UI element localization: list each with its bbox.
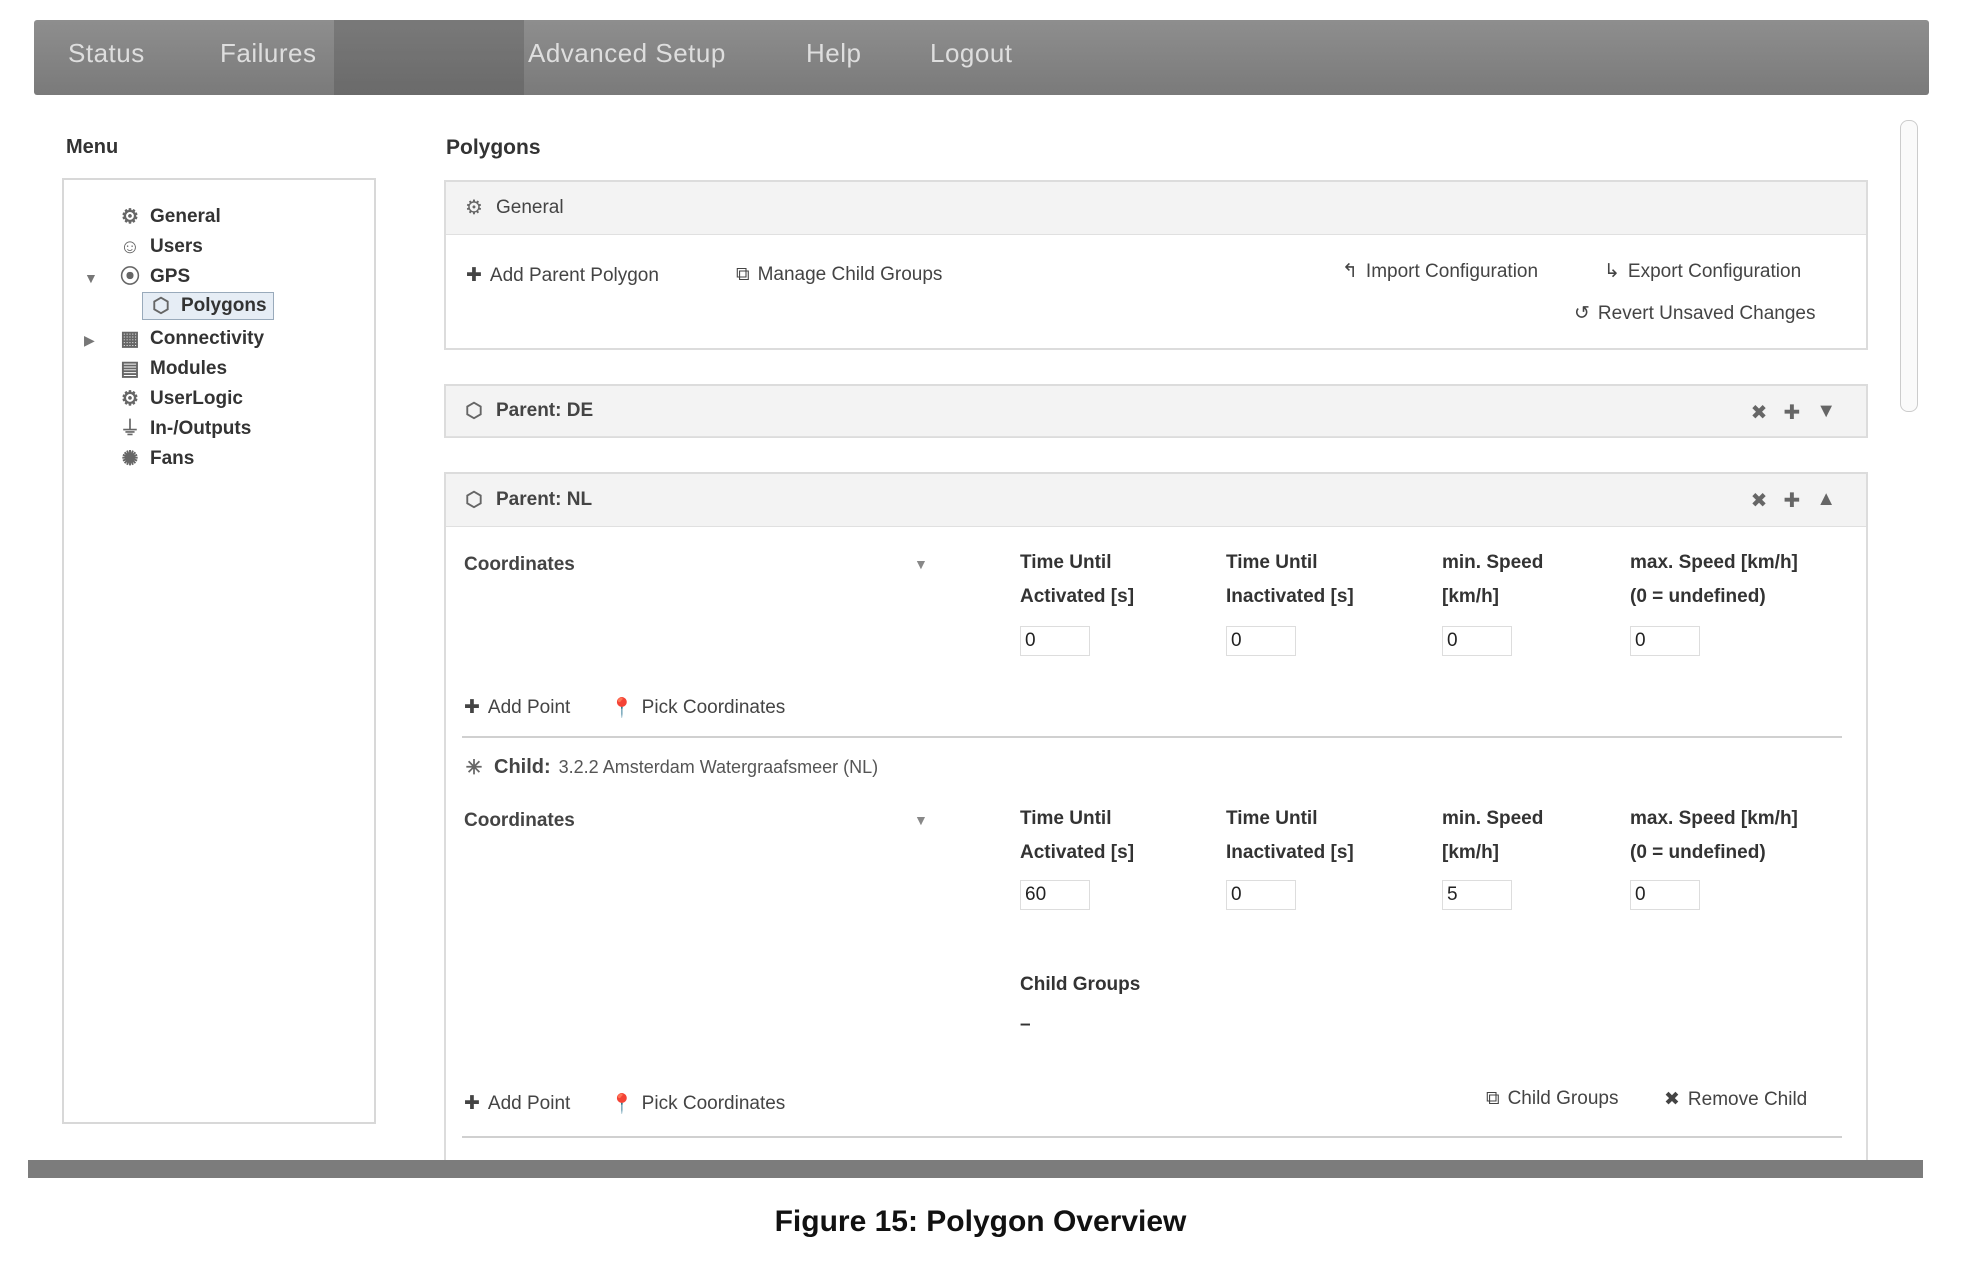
label-line: Time Until bbox=[1226, 552, 1318, 573]
export-configuration-button[interactable] bbox=[1604, 260, 1801, 283]
sidebar-item-gps[interactable] bbox=[118, 266, 190, 288]
expand-icon[interactable]: ▼ bbox=[1816, 400, 1836, 422]
sidebar-item-fans[interactable] bbox=[118, 448, 194, 470]
activated-label bbox=[1020, 546, 1134, 614]
menu-title: Menu bbox=[66, 136, 119, 158]
time-until-activated-input[interactable] bbox=[1020, 626, 1090, 656]
button-label: Manage Child Groups bbox=[757, 264, 943, 285]
parent-nl-header[interactable] bbox=[446, 474, 1866, 527]
label-line: (0 = undefined) bbox=[1630, 842, 1766, 863]
label-line: Time Until bbox=[1226, 808, 1318, 829]
revert-unsaved-changes-button[interactable] bbox=[1574, 302, 1816, 325]
label-line: (0 = undefined) bbox=[1630, 586, 1766, 607]
sidebar-item-label: General bbox=[150, 206, 221, 227]
map-pin-icon: 📍 bbox=[610, 698, 634, 719]
sidebar-item-label: Connectivity bbox=[150, 328, 265, 349]
child-groups-icon: ⧉ bbox=[736, 264, 750, 285]
export-icon: ↳ bbox=[1604, 261, 1620, 282]
plus-icon: ✚ bbox=[464, 1093, 480, 1114]
connectivity-icon: ▦ bbox=[120, 328, 140, 350]
sidebar-tree bbox=[62, 178, 376, 1124]
label-line: Inactivated [s] bbox=[1226, 586, 1354, 607]
nav-logout[interactable]: Logout bbox=[930, 38, 1013, 68]
sidebar-item-label: Fans bbox=[150, 448, 195, 469]
fan-icon: ✺ bbox=[121, 448, 139, 470]
button-label: Add Parent Polygon bbox=[489, 264, 659, 286]
child-groups-label: Child Groups bbox=[1020, 974, 1141, 995]
sidebar-item-polygons[interactable] bbox=[142, 292, 274, 320]
button-label: Add Point bbox=[487, 696, 571, 718]
sort-icon[interactable]: ▼ bbox=[914, 556, 928, 572]
sidebar-item-userlogic[interactable] bbox=[118, 388, 243, 410]
manage-child-groups-button[interactable] bbox=[736, 264, 942, 286]
child-title[interactable] bbox=[462, 756, 878, 779]
figure-caption: Figure 15: Polygon Overview bbox=[774, 1205, 1187, 1238]
import-icon: ↰ bbox=[1342, 261, 1358, 282]
button-label: Export Configuration bbox=[1627, 260, 1802, 282]
sidebar-item-inoutputs[interactable] bbox=[118, 418, 251, 440]
general-panel-header[interactable] bbox=[446, 182, 1866, 235]
gear-icon: ⚙ bbox=[465, 197, 483, 219]
parent-nl-panel bbox=[444, 472, 1868, 1162]
add-icon[interactable]: ✚ bbox=[1783, 402, 1801, 424]
nav-help[interactable]: Help bbox=[806, 38, 862, 68]
sidebar-item-general[interactable] bbox=[118, 206, 221, 228]
child-activated-label bbox=[1020, 802, 1134, 870]
gps-icon: ⦿ bbox=[120, 266, 140, 288]
label-line: Time Until bbox=[1020, 808, 1112, 829]
top-nav-bar bbox=[34, 20, 1929, 95]
child-max-speed-label bbox=[1630, 802, 1798, 870]
section-divider bbox=[462, 1136, 1842, 1138]
child-name: 3.2.2 Amsterdam Watergraafsmeer (NL) bbox=[558, 757, 879, 777]
add-point-button[interactable] bbox=[464, 696, 570, 719]
inactivated-label bbox=[1226, 546, 1354, 614]
polygon-icon: ⬡ bbox=[152, 295, 170, 317]
label-line: Inactivated [s] bbox=[1226, 842, 1354, 863]
child-coordinates-header[interactable]: Coordinates bbox=[464, 810, 575, 831]
panel-header-label: Parent: NL bbox=[496, 489, 593, 510]
nav-status[interactable]: Status bbox=[68, 38, 145, 68]
child-time-until-inactivated-input[interactable] bbox=[1226, 880, 1296, 910]
general-panel bbox=[444, 180, 1868, 350]
sidebar-item-users[interactable] bbox=[118, 236, 203, 258]
sidebar-item-modules[interactable] bbox=[118, 358, 227, 380]
max-speed-input[interactable] bbox=[1630, 626, 1700, 656]
panel-header-label: Parent: DE bbox=[496, 400, 594, 421]
label-line: Time Until bbox=[1020, 552, 1112, 573]
nav-advanced-setup[interactable]: Advanced Setup bbox=[528, 38, 726, 68]
nav-failures[interactable]: Failures bbox=[220, 38, 317, 68]
parent-de-controls bbox=[1751, 400, 1836, 425]
parent-de-header[interactable] bbox=[446, 386, 1866, 437]
import-configuration-button[interactable] bbox=[1342, 260, 1538, 283]
button-label: Add Point bbox=[487, 1092, 571, 1114]
add-icon[interactable]: ✚ bbox=[1783, 490, 1801, 512]
panel-header-label: General bbox=[496, 197, 564, 218]
button-label: Revert Unsaved Changes bbox=[1597, 302, 1816, 324]
sidebar-item-label: In-/Outputs bbox=[150, 418, 252, 439]
remove-icon: ✖ bbox=[1664, 1089, 1680, 1110]
child-groups-button[interactable] bbox=[1486, 1088, 1618, 1110]
polygon-icon: ⬡ bbox=[465, 489, 483, 511]
sort-icon[interactable]: ▼ bbox=[914, 812, 928, 828]
userlogic-icon: ⚙ bbox=[121, 388, 139, 410]
label-line: Activated [s] bbox=[1020, 586, 1135, 607]
pick-coordinates-button[interactable] bbox=[610, 696, 785, 720]
child-max-speed-input[interactable] bbox=[1630, 880, 1700, 910]
button-label: Pick Coordinates bbox=[641, 697, 786, 718]
min-speed-input[interactable] bbox=[1442, 626, 1512, 656]
child-pick-coordinates-button[interactable] bbox=[610, 1092, 785, 1116]
sidebar-item-label: Modules bbox=[150, 358, 228, 379]
gear-icon: ⚙ bbox=[121, 206, 139, 228]
expand-caret-connectivity[interactable]: ▶ bbox=[84, 332, 95, 348]
sidebar-item-label: Polygons bbox=[181, 295, 267, 316]
label-line: max. Speed [km/h] bbox=[1630, 808, 1798, 829]
section-divider bbox=[462, 736, 1842, 738]
sidebar-item-label: UserLogic bbox=[150, 388, 243, 409]
users-icon: ☺ bbox=[119, 236, 141, 258]
remove-child-button[interactable] bbox=[1664, 1088, 1807, 1111]
parent-nl-controls bbox=[1751, 488, 1836, 513]
label-line: Activated [s] bbox=[1020, 842, 1135, 863]
coordinates-header[interactable]: Coordinates bbox=[464, 554, 575, 575]
collapse-icon[interactable]: ▲ bbox=[1816, 488, 1836, 510]
modules-icon: ▤ bbox=[120, 358, 140, 380]
expand-caret-gps[interactable]: ▼ bbox=[84, 270, 98, 286]
io-icon: ⏚ bbox=[120, 418, 140, 440]
plus-icon: ✚ bbox=[466, 265, 482, 286]
map-pin-icon: 📍 bbox=[610, 1094, 634, 1115]
nav-active-highlight bbox=[334, 20, 524, 95]
vertical-scrollbar[interactable] bbox=[1900, 120, 1918, 412]
child-groups-value: – bbox=[1020, 1014, 1031, 1035]
remove-icon[interactable]: ✖ bbox=[1750, 490, 1768, 512]
bottom-bar bbox=[28, 1160, 1923, 1178]
child-add-point-button[interactable] bbox=[464, 1092, 570, 1115]
button-label: Remove Child bbox=[1687, 1088, 1808, 1110]
child-polygon-icon: ✳ bbox=[465, 756, 483, 779]
parent-de-panel bbox=[444, 384, 1868, 438]
page-title: Polygons bbox=[446, 136, 541, 159]
polygon-icon: ⬡ bbox=[465, 400, 483, 422]
remove-icon[interactable]: ✖ bbox=[1750, 402, 1768, 424]
label-line: [km/h] bbox=[1442, 842, 1499, 863]
label-line: min. Speed bbox=[1442, 552, 1544, 573]
child-min-speed-label bbox=[1442, 802, 1543, 870]
plus-icon: ✚ bbox=[464, 697, 480, 718]
label-line: max. Speed [km/h] bbox=[1630, 552, 1798, 573]
sidebar-item-label: GPS bbox=[150, 266, 191, 287]
child-min-speed-input[interactable] bbox=[1442, 880, 1512, 910]
min-speed-label bbox=[1442, 546, 1543, 614]
add-parent-polygon-button[interactable] bbox=[466, 264, 659, 287]
sidebar-item-connectivity[interactable] bbox=[118, 328, 264, 350]
label-line: [km/h] bbox=[1442, 586, 1499, 607]
button-label: Pick Coordinates bbox=[641, 1093, 786, 1114]
button-label: Import Configuration bbox=[1365, 260, 1539, 282]
label-line: min. Speed bbox=[1442, 808, 1544, 829]
child-time-until-activated-input[interactable] bbox=[1020, 880, 1090, 910]
max-speed-label bbox=[1630, 546, 1798, 614]
child-prefix: Child: bbox=[494, 756, 551, 778]
child-inactivated-label bbox=[1226, 802, 1354, 870]
child-groups-icon: ⧉ bbox=[1486, 1088, 1500, 1109]
button-label: Child Groups bbox=[1507, 1088, 1619, 1109]
time-until-inactivated-input[interactable] bbox=[1226, 626, 1296, 656]
sidebar-item-label: Users bbox=[150, 236, 203, 257]
revert-icon: ↺ bbox=[1574, 303, 1590, 324]
